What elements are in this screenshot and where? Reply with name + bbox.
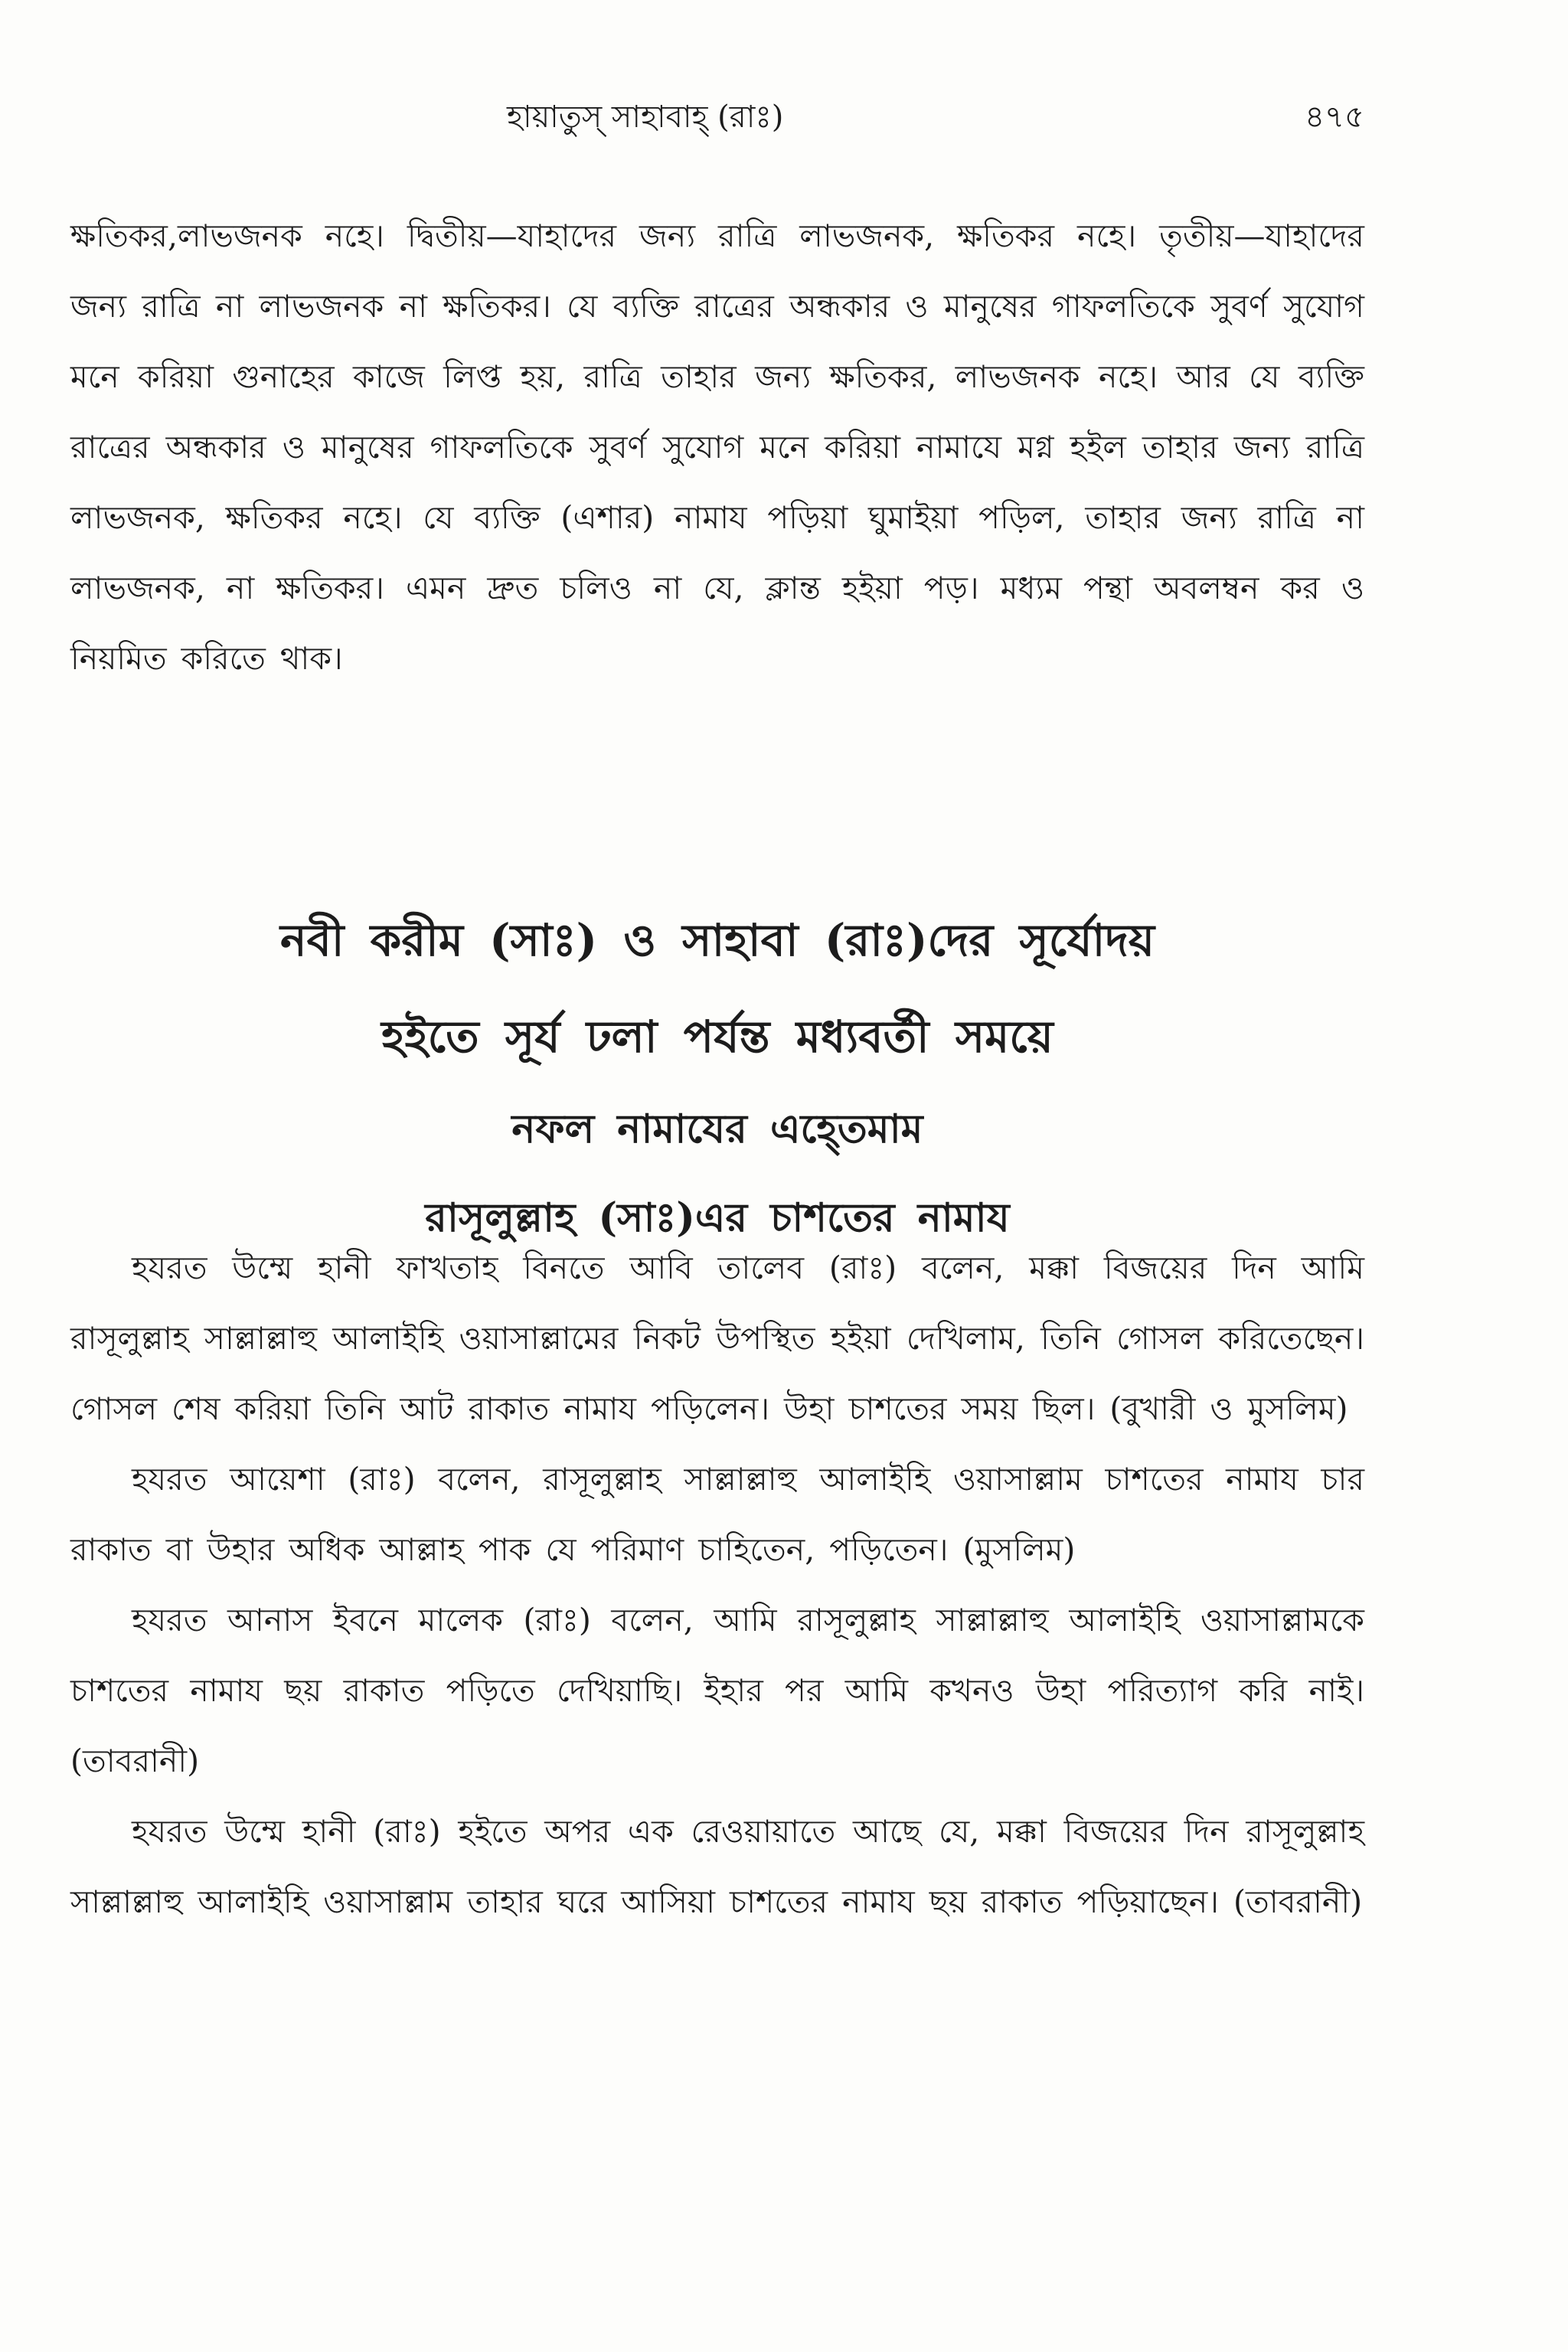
chapter-heading-line-1: নবী করীম (সাঃ) ও সাহাবা (রাঃ)দের সূর্যোদয় (279, 914, 1155, 966)
paragraph: হযরত আনাস ইবনে মালেক (রাঃ) বলেন, আমি রাসূলুল্লাহ সাল্লাল্লাহু আলাইহি ওয়াসাল্লামকে চাশতের নামায ছয় রাকাত পড়িতে দেখিয়াছি। ইহার পর আমি কখনও উহা পরিত্যাগ করি নাই। (তাবরানী) (70, 1602, 1364, 1779)
chapter-heading-line-3: নফল নামাযের এহ্তেমাম (511, 1106, 923, 1152)
paragraph: হযরত আয়েশা (রাঃ) বলেন, রাসূলুল্লাহ সাল্লাল্লাহু আলাইহি ওয়াসাল্লাম চাশতের নামায চার রাকাত বা উহার অধিক আল্লাহ পাক যে পরিমাণ চাহিতেন, পড়িতেন। (মুসলিম) (70, 1461, 1364, 1568)
running-title: হায়াতুস্ সাহাবাহ্ (রাঃ) (507, 100, 784, 135)
page-header (70, 90, 1364, 144)
section-body (70, 1233, 1364, 1937)
intro-paragraph: ক্ষতিকর,লাভজনক নহে। দ্বিতীয়—যাহাদের জন্য রাত্রি লাভজনক, ক্ষতিকর নহে। তৃতীয়—যাহাদের জন্য রাত্রি না লাভজনক না ক্ষতিকর। যে ব্যক্তি রাত্রের অন্ধকার ও মানুষের গাফলতিকে সুবর্ণ সুযোগ মনে করিয়া গুনাহের কাজে লিপ্ত হয়, রাত্রি তাহার জন্য ক্ষতিকর, লাভজনক নহে। আর যে ব্যক্তি রাত্রের অন্ধকার ও মানুষের গাফলতিকে সুবর্ণ সুযোগ মনে করিয়া নামাযে মগ্ন হইল তাহার জন্য রাত্রি লাভজনক, ক্ষতিকর নহে। যে ব্যক্তি (এশার) নামায পড়িয়া ঘুমাইয়া পড়িল, তাহার জন্য রাত্রি না লাভজনক, না ক্ষতিকর। এমন দ্রুত চলিও না যে, ক্লান্ত হইয়া পড়। মধ্যম পন্থা অবলম্বন কর ও নিয়মিত করিতে থাক। (70, 217, 1364, 677)
chapter-heading (70, 892, 1364, 1263)
chapter-heading-line-2: হইতে সূর্য ঢলা পর্যন্ত মধ্যবর্তী সময়ে (381, 1011, 1054, 1063)
paragraph: হযরত উম্মে হানী (রাঃ) হইতে অপর এক রেওয়ায়াতে আছে যে, মক্কা বিজয়ের দিন রাসূলুল্লাহ সাল্লাল্লাহু আলাইহি ওয়াসাল্লাম তাহার ঘরে আসিয়া চাশতের নামায ছয় রাকাত পড়িয়াছেন। (তাবরানী) (70, 1813, 1364, 1920)
paragraph: হযরত উম্মে হানী ফাখতাহ বিনতে আবি তালেব (রাঃ) বলেন, মক্কা বিজয়ের দিন আমি রাসূলুল্লাহ সাল্লাল্লাহু আলাইহি ওয়াসাল্লামের নিকট উপস্থিত হইয়া দেখিলাম, তিনি গোসল করিতেছেন। গোসল শেষ করিয়া তিনি আট রাকাত নামায পড়িলেন। উহা চাশতের সময় ছিল। (বুখারী ও মুসলিম) (70, 1250, 1364, 1427)
section-heading: রাসূলুল্লাহ (সাঃ)এর চাশতের নামায (425, 1194, 1010, 1241)
page-number: ৪৭৫ (1305, 100, 1364, 135)
